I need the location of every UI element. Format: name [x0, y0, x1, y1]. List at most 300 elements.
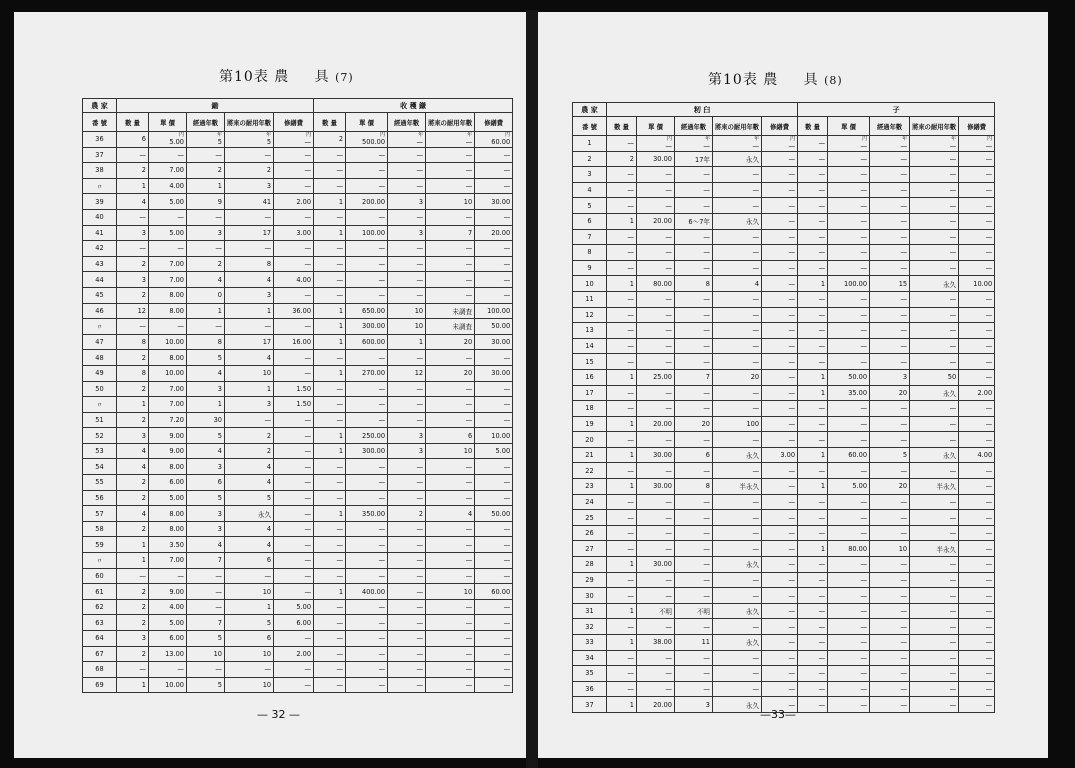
table-cell: [607, 182, 637, 198]
farm-number-cell: [83, 241, 117, 257]
table-cell: [828, 136, 870, 152]
column-header: [637, 117, 675, 136]
table-cell: [607, 276, 637, 292]
cell-value: —: [788, 638, 796, 647]
cell-value: 3: [266, 400, 272, 409]
cell-value: —: [215, 587, 222, 596]
group-header-1: 籾 臼: [607, 103, 798, 117]
cell-value: —: [215, 150, 222, 159]
table-cell: [713, 447, 762, 463]
cell-value: —: [336, 213, 344, 222]
table-row: [573, 525, 995, 541]
cell-value: 30: [585, 591, 594, 600]
cell-value: 28: [585, 560, 594, 569]
table-row: [83, 147, 513, 163]
cell-value: —: [860, 497, 868, 506]
column-label: 將來の耐用年數: [912, 123, 957, 131]
cell-value: —: [752, 497, 760, 506]
table-cell: [607, 588, 637, 604]
table-cell: [346, 256, 388, 272]
table-cell: [274, 365, 314, 381]
cell-value: —: [703, 685, 710, 694]
cell-value: —: [336, 182, 344, 191]
cell-value: —: [304, 353, 312, 362]
table-cell: [426, 646, 475, 662]
cell-value: 9: [587, 264, 592, 273]
table-cell: [149, 194, 187, 210]
table-row: [573, 198, 995, 214]
cell-value: —: [627, 310, 634, 319]
cell-value: 6: [467, 431, 473, 440]
cell-value: 5: [217, 681, 222, 690]
farm-number-cell: [83, 194, 117, 210]
column-header: [225, 113, 274, 132]
cell-value: —: [752, 435, 760, 444]
cell-value: —: [752, 326, 760, 335]
cell-value: —: [665, 529, 672, 538]
table-cell: [314, 443, 346, 459]
cell-value: 37: [95, 150, 104, 159]
table-cell: [149, 553, 187, 569]
cell-value: 2: [141, 493, 146, 502]
cell-value: 36: [585, 685, 594, 694]
table-cell: [117, 132, 149, 148]
table-cell: [675, 245, 713, 261]
table-cell: [675, 697, 713, 713]
cell-value: —: [416, 260, 424, 269]
cell-value: —: [665, 342, 672, 351]
cell-value: 14: [585, 342, 594, 351]
table-cell: [828, 603, 870, 619]
table-cell: [314, 537, 346, 553]
cell-value: 7: [587, 232, 592, 241]
table-cell: [713, 619, 762, 635]
farm-number-cell: [83, 537, 117, 553]
table-cell: [388, 584, 426, 600]
cell-value: 5: [266, 137, 272, 146]
table-cell: [475, 568, 513, 584]
table-cell: [225, 521, 274, 537]
farm-number-cell: [83, 256, 117, 272]
column-label: 將來の耐用年數: [715, 123, 760, 131]
table-cell: [187, 303, 225, 319]
farm-number-cell: [573, 213, 607, 229]
table-cell: [762, 229, 798, 245]
cell-value: —: [215, 665, 222, 674]
cell-value: —: [627, 232, 634, 241]
table-cell: [798, 525, 828, 541]
table-cell: [675, 323, 713, 339]
cell-value: —: [788, 154, 796, 163]
cell-value: —: [818, 201, 826, 210]
table-cell: [225, 225, 274, 241]
table-cell: [314, 147, 346, 163]
table-cell: [475, 615, 513, 631]
left-data-table: [82, 98, 513, 693]
cell-value: —: [378, 618, 386, 627]
cell-value: 1: [629, 419, 634, 428]
cell-value: —: [215, 571, 222, 580]
cell-value: 未調査: [452, 307, 473, 316]
table-cell: [607, 541, 637, 557]
cell-value: 20: [750, 373, 760, 382]
group-header-1: 鋤: [117, 99, 314, 113]
left-page-title: 第10表 農 具 (7): [219, 69, 354, 85]
cell-value: —: [788, 435, 796, 444]
cell-value: 1: [820, 388, 826, 397]
column-label: 單 價: [160, 119, 175, 127]
cell-value: 17年: [695, 155, 710, 164]
cell-value: —: [627, 497, 634, 506]
table-cell: [959, 323, 995, 339]
table-cell: [388, 209, 426, 225]
table-cell: [149, 350, 187, 366]
cell-value: —: [665, 295, 672, 304]
cell-value: —: [900, 497, 908, 506]
cell-value: 未調査: [452, 323, 473, 332]
cell-value: —: [465, 571, 473, 580]
cell-value: —: [818, 560, 826, 569]
cell-value: —: [503, 634, 511, 643]
table-row: [573, 416, 995, 432]
table-row: [573, 151, 995, 167]
table-cell: [959, 650, 995, 666]
cell-value: —: [304, 540, 312, 549]
cell-value: —: [378, 571, 386, 580]
cell-value: —: [416, 150, 424, 159]
cell-value: 7.00: [169, 384, 184, 393]
cell-value: 1: [820, 544, 826, 553]
table-cell: [346, 521, 388, 537]
cell-value: 6: [217, 478, 222, 487]
cell-value: —: [949, 141, 957, 150]
cell-value: 6: [587, 217, 592, 226]
table-cell: [314, 225, 346, 241]
table-cell: [675, 510, 713, 526]
table-row: [83, 646, 513, 662]
cell-value: 300.00: [362, 322, 386, 331]
table-cell: [149, 646, 187, 662]
table-cell: [225, 443, 274, 459]
cell-value: 24: [585, 497, 594, 506]
cell-value: —: [860, 264, 868, 273]
cell-value: —: [139, 150, 146, 159]
table-cell: [388, 677, 426, 693]
cell-value: —: [818, 404, 826, 413]
table-cell: [426, 568, 475, 584]
column-header: [475, 113, 513, 132]
cell-value: 18: [585, 404, 594, 413]
cell-value: 〃: [96, 401, 103, 410]
table-row: [573, 681, 995, 697]
table-row: [573, 182, 995, 198]
cell-value: 17: [585, 388, 594, 397]
table-cell: [762, 666, 798, 682]
cell-value: —: [949, 248, 957, 257]
cell-value: —: [627, 388, 634, 397]
table-cell: [675, 369, 713, 385]
table-cell: [675, 666, 713, 682]
cell-value: —: [304, 478, 312, 487]
table-cell: [959, 463, 995, 479]
table-cell: [675, 385, 713, 401]
cell-value: —: [985, 154, 993, 163]
table-cell: [187, 132, 225, 148]
cell-value: —: [788, 419, 796, 428]
cell-value: —: [788, 295, 796, 304]
cell-value: —: [215, 322, 222, 331]
table-cell: [225, 662, 274, 678]
cell-value: —: [788, 591, 796, 600]
table-cell: [959, 307, 995, 323]
table-cell: [314, 397, 346, 413]
cell-value: 35.00: [848, 388, 868, 397]
cell-value: —: [503, 571, 511, 580]
table-cell: [607, 572, 637, 588]
table-cell: [675, 291, 713, 307]
table-cell: [388, 412, 426, 428]
table-cell: [388, 490, 426, 506]
table-cell: [713, 338, 762, 354]
cell-value: —: [416, 493, 424, 502]
table-cell: [798, 276, 828, 292]
table-cell: [187, 521, 225, 537]
cell-value: —: [752, 232, 760, 241]
table-cell: [426, 397, 475, 413]
table-cell: [314, 365, 346, 381]
table-cell: [475, 256, 513, 272]
cell-value: —: [788, 170, 796, 179]
cell-value: 6: [141, 135, 146, 144]
table-cell: [798, 307, 828, 323]
cell-value: 7.00: [169, 400, 184, 409]
table-cell: [475, 537, 513, 553]
cell-value: —: [304, 369, 312, 378]
table-cell: [314, 412, 346, 428]
cell-value: —: [336, 415, 344, 424]
table-cell: [149, 475, 187, 491]
cell-value: —: [503, 384, 511, 393]
cell-value: —: [264, 665, 272, 674]
cell-value: —: [378, 244, 386, 253]
cell-value: 30: [213, 415, 222, 424]
table-cell: [870, 666, 910, 682]
table-row: [83, 475, 513, 491]
table-cell: [959, 697, 995, 713]
cell-value: 9.00: [169, 431, 184, 440]
cell-value: 51: [95, 415, 104, 424]
cell-value: —: [304, 665, 312, 674]
table-cell: [274, 584, 314, 600]
cell-value: 1.50: [296, 400, 312, 409]
table-row: [83, 553, 513, 569]
table-cell: [798, 213, 828, 229]
table-cell: [762, 401, 798, 417]
cell-value: —: [788, 279, 796, 288]
cell-value: —: [336, 634, 344, 643]
cell-value: —: [665, 201, 672, 210]
table-cell: [607, 385, 637, 401]
table-row: [83, 256, 513, 272]
table-cell: [426, 132, 475, 148]
table-cell: [910, 354, 959, 370]
table-cell: [314, 459, 346, 475]
table-row: [573, 260, 995, 276]
table-cell: [187, 397, 225, 413]
table-cell: [675, 260, 713, 276]
cell-value: 8.00: [169, 525, 184, 534]
cell-value: 9.00: [169, 587, 184, 596]
table-cell: [607, 432, 637, 448]
cell-value: 80.00: [653, 279, 672, 288]
cell-value: —: [416, 478, 424, 487]
table-cell: [798, 401, 828, 417]
table-cell: [798, 182, 828, 198]
table-cell: [314, 553, 346, 569]
column-header: [870, 117, 910, 136]
column-label: 數 量: [125, 119, 140, 127]
table-cell: [274, 412, 314, 428]
cell-value: 50: [95, 384, 104, 393]
cell-value: —: [788, 264, 796, 273]
cell-value: 7.00: [169, 556, 184, 565]
cell-value: 1: [629, 217, 634, 226]
table-cell: [959, 276, 995, 292]
table-cell: [346, 397, 388, 413]
cell-value: 4: [217, 540, 222, 549]
table-row: [573, 463, 995, 479]
cell-value: —: [139, 244, 146, 253]
table-cell: [187, 209, 225, 225]
cell-value: 7.20: [169, 415, 184, 424]
table-row: [573, 276, 995, 292]
table-cell: [713, 557, 762, 573]
table-cell: [117, 428, 149, 444]
table-cell: [870, 557, 910, 573]
table-cell: [225, 303, 274, 319]
farm-number-cell: [573, 276, 607, 292]
table-cell: [314, 272, 346, 288]
cell-value: 56: [95, 493, 104, 502]
cell-value: 3: [217, 462, 222, 471]
column-header: [675, 117, 713, 136]
table-cell: [475, 287, 513, 303]
cell-value: —: [949, 326, 957, 335]
cell-value: —: [177, 322, 184, 331]
table-cell: [713, 369, 762, 385]
cell-value: —: [465, 166, 473, 175]
cell-value: —: [378, 478, 386, 487]
cell-value: 7: [467, 228, 473, 237]
table-row: [573, 354, 995, 370]
table-row: [83, 350, 513, 366]
table-cell: [314, 475, 346, 491]
table-row: [83, 443, 513, 459]
cell-value: —: [900, 622, 908, 631]
cell-value: —: [665, 388, 672, 397]
table-cell: [910, 323, 959, 339]
table-cell: [346, 412, 388, 428]
cell-value: —: [627, 201, 634, 210]
cell-value: 1: [338, 447, 344, 456]
cell-value: —: [503, 213, 511, 222]
cell-value: —: [304, 415, 312, 424]
cell-value: 4: [217, 275, 222, 284]
cell-value: —: [703, 326, 710, 335]
cell-value: 10: [262, 587, 272, 596]
table-cell: [637, 666, 675, 682]
cell-value: —: [336, 400, 344, 409]
table-cell: [762, 136, 798, 152]
column-header: [798, 117, 828, 136]
cell-value: —: [949, 201, 957, 210]
cell-value: 8: [266, 260, 272, 269]
cell-value: —: [860, 326, 868, 335]
table-row: [83, 365, 513, 381]
cell-value: 10.00: [973, 279, 993, 288]
cell-value: 1: [338, 587, 344, 596]
cell-value: —: [818, 342, 826, 351]
table-cell: [762, 385, 798, 401]
table-cell: [762, 369, 798, 385]
table-cell: [910, 182, 959, 198]
cell-value: —: [378, 556, 386, 565]
table-cell: [274, 194, 314, 210]
cell-value: —: [665, 466, 672, 475]
table-cell: [274, 443, 314, 459]
table-cell: [762, 635, 798, 651]
cell-value: 8: [705, 482, 710, 491]
column-header: [388, 113, 426, 132]
table-row: [83, 241, 513, 257]
table-cell: [762, 198, 798, 214]
cell-value: 6〜7年: [688, 218, 710, 227]
cell-value: 11: [585, 295, 594, 304]
cell-value: —: [788, 575, 796, 584]
column-label: 數 量: [322, 119, 337, 127]
cell-value: —: [336, 540, 344, 549]
table-cell: [426, 178, 475, 194]
cell-value: 8: [141, 369, 146, 378]
table-cell: [828, 681, 870, 697]
table-cell: [910, 603, 959, 619]
cell-value: 1: [338, 338, 344, 347]
table-cell: [149, 397, 187, 413]
farm-number-cell: [573, 245, 607, 261]
cell-value: 12: [414, 369, 424, 378]
table-cell: [117, 319, 149, 335]
table-cell: [675, 432, 713, 448]
unit-label: 年: [704, 135, 710, 142]
cell-value: 2: [141, 291, 146, 300]
table-cell: [762, 338, 798, 354]
column-header: [607, 117, 637, 136]
table-cell: [187, 506, 225, 522]
cell-value: —: [860, 560, 868, 569]
farm-number-cell: [83, 553, 117, 569]
cell-value: 3: [266, 182, 272, 191]
table-cell: [798, 229, 828, 245]
table-cell: [675, 167, 713, 183]
table-cell: [426, 365, 475, 381]
table-cell: [713, 291, 762, 307]
table-row: [573, 666, 995, 682]
table-row: [573, 213, 995, 229]
cell-value: —: [985, 186, 993, 195]
cell-value: —: [752, 201, 760, 210]
table-cell: [910, 619, 959, 635]
cell-value: —: [860, 653, 868, 662]
